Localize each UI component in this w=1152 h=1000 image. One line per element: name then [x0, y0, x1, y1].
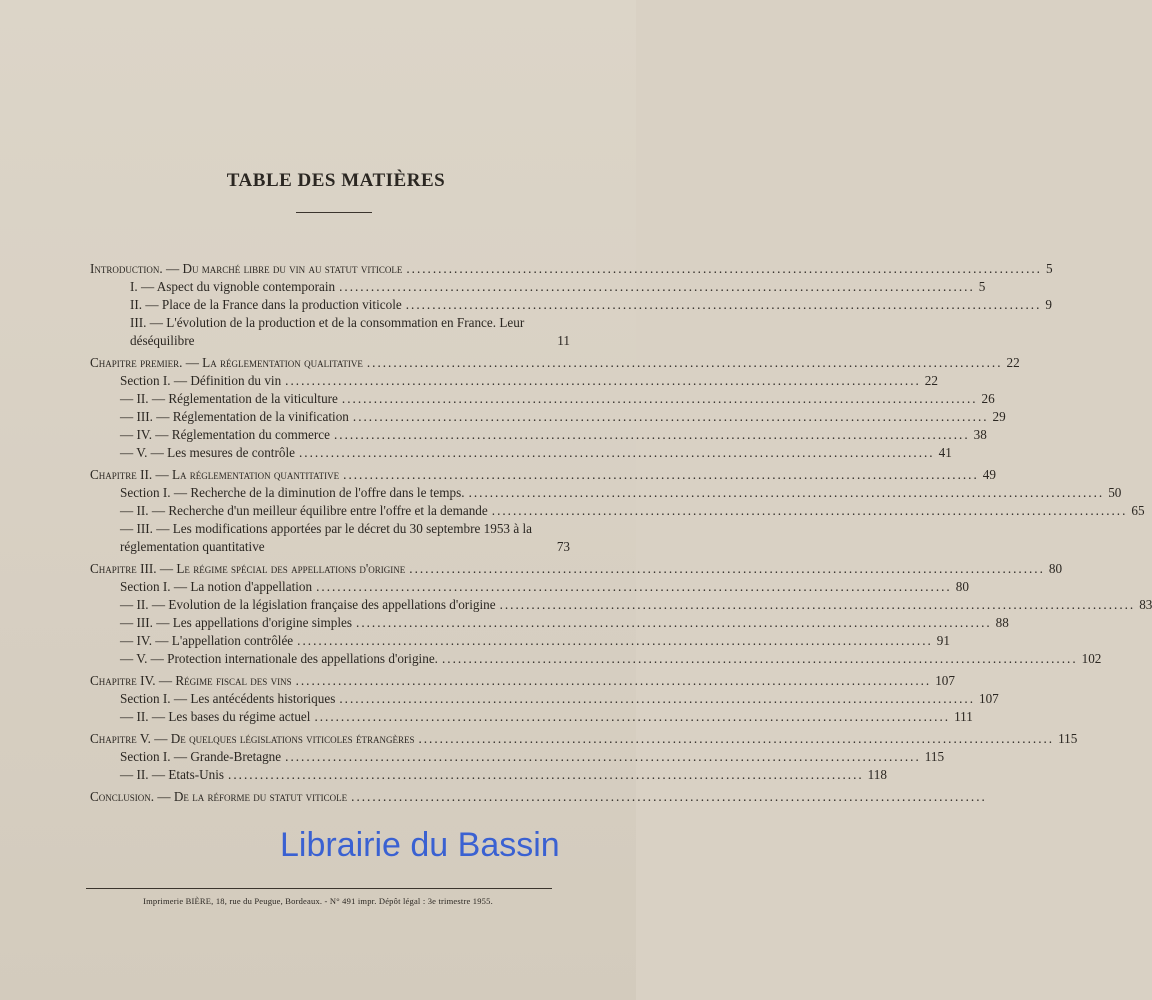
- toc-entry-page: 115: [1058, 731, 1078, 746]
- toc-entry-page: 80: [1048, 561, 1063, 576]
- toc-entry-text: Evolution de la législation française des appellations d'origine: [168, 597, 496, 612]
- toc-entry: [90, 632, 950, 650]
- leader-dots: ........................................................................................................................: [468, 485, 1105, 500]
- toc-entry: [90, 484, 1122, 502]
- toc-entry-text: Grande-Bretagne: [190, 749, 282, 764]
- toc-entry-page: 49: [982, 467, 996, 482]
- toc-entry-text: Les antécédents historiques: [190, 691, 336, 706]
- leader-dots: ........................................................................................................................: [295, 673, 932, 688]
- leader-dots: ........................................................................................................................: [366, 355, 1003, 370]
- toc-entry-text: L'évolution de la production et de la consommation en France. Leur déséquilibre: [130, 315, 525, 348]
- toc-entry: [90, 372, 938, 390]
- toc-entry-page: 91: [936, 633, 950, 648]
- toc-entry-text: Réglementation de la viticulture: [168, 391, 338, 406]
- toc-entry: [90, 788, 987, 806]
- toc-entry-title: [120, 690, 335, 708]
- toc-entry-prefix: III. —: [130, 315, 167, 330]
- toc-entry-page: 41: [938, 445, 952, 460]
- leader-dots: ........................................................................................................................: [441, 651, 1078, 666]
- toc-entry-title: [120, 766, 224, 784]
- toc-entry-title: [120, 484, 465, 502]
- footer-divider: [86, 888, 552, 889]
- toc-entry-text: L'appellation contrôlée: [171, 633, 294, 648]
- toc-entry-prefix: — IV. —: [120, 633, 172, 648]
- toc-entry-text: Chapitre V. — De quelques législations viticoles étrangères: [90, 731, 415, 746]
- toc-entry-prefix: — V. —: [120, 651, 168, 666]
- toc-entry-page: 5: [1045, 261, 1053, 276]
- toc-entry-page: 26: [981, 391, 995, 406]
- watermark: Librairie du Bassin: [280, 826, 560, 864]
- toc-entry-text: Recherche de la diminution de l'offre dans le temps.: [190, 485, 465, 500]
- toc-entry: [90, 690, 999, 708]
- toc-entry-text: Les appellations d'origine simples: [172, 615, 353, 630]
- title-divider: [296, 212, 372, 213]
- toc-entry: [90, 766, 887, 784]
- toc-entry-title: [120, 650, 438, 668]
- toc-entry-title: [90, 466, 339, 484]
- leader-dots: ........................................................................................................................: [499, 597, 1136, 612]
- toc-entry-title: [120, 372, 281, 390]
- leader-dots: ........................................................................................................................: [314, 709, 951, 724]
- toc-entry-page: 111: [954, 709, 973, 724]
- toc-entry-text: La notion d'appellation: [190, 579, 313, 594]
- toc-entry-title: [90, 560, 405, 578]
- toc-entry-title: [120, 520, 540, 556]
- toc-entry: [90, 730, 1078, 748]
- printer-imprint: Imprimerie BIÈRE, 18, rue du Peugue, Bordeaux. - N° 491 impr. Dépôt légal : 3e trimestre 1955.: [143, 896, 493, 906]
- toc-entry-text: Les modifications apportées par le décret du 30 septembre 1953 à la réglementation quantitative: [120, 521, 532, 554]
- toc-entry: [90, 748, 945, 766]
- leader-dots: ........................................................................................................................: [339, 279, 975, 294]
- leader-dots: ........................................................................................................................: [228, 767, 864, 782]
- toc-entry: [90, 408, 1006, 426]
- toc-entry: [90, 278, 986, 296]
- toc-entry-prefix: — II. —: [120, 709, 169, 724]
- toc-entry-text: Place de la France dans la production viticole: [161, 297, 402, 312]
- leader-dots: ........................................................................................................................: [409, 561, 1045, 576]
- toc-entry-title: [120, 596, 496, 614]
- toc-entry-page: 22: [1006, 355, 1020, 370]
- toc-entry: [90, 650, 1102, 668]
- toc-entry-prefix: Section I. —: [120, 373, 191, 388]
- toc-entry-title: [130, 314, 536, 350]
- leader-dots: ........................................................................................................................: [356, 615, 992, 630]
- toc-entry-page: 73: [556, 539, 570, 554]
- leader-dots: ........................................................................................................................: [297, 633, 933, 648]
- toc-entry: [90, 466, 996, 484]
- leader-dots: ........................................................................................................................: [351, 789, 987, 804]
- leader-dots: ........................................................................................................................: [405, 297, 1042, 312]
- toc-entry-text: Recherche d'un meilleur équilibre entre l'offre et la demande: [168, 503, 488, 518]
- toc-entry-text: Réglementation du commerce: [171, 427, 330, 442]
- leader-dots: ........................................................................................................................: [418, 731, 1055, 746]
- toc-entry-page: 50: [1108, 485, 1122, 500]
- toc-entry-title: [120, 748, 281, 766]
- toc-entry-title: [90, 672, 292, 690]
- toc-entry-prefix: — II. —: [120, 767, 169, 782]
- toc-entry: [90, 614, 1009, 632]
- toc-entry-page: 9: [1045, 297, 1052, 312]
- toc-entry-title: [90, 788, 347, 806]
- leader-dots: ........................................................................................................................: [285, 749, 921, 764]
- toc-entry: [90, 596, 1152, 614]
- toc-entry-page: 88: [995, 615, 1009, 630]
- toc-entry: [90, 314, 570, 350]
- toc-entry-prefix: — II. —: [120, 597, 169, 612]
- toc-entry: [90, 672, 955, 690]
- toc-entry-prefix: — III. —: [120, 521, 173, 536]
- toc-entry-page: 115: [924, 749, 945, 764]
- page-title: TABLE DES MATIÈRES: [226, 170, 446, 191]
- toc-entry-page: 22: [924, 373, 938, 388]
- toc-entry-prefix: — III. —: [120, 409, 173, 424]
- toc-entry-title: [120, 444, 295, 462]
- toc-entry-prefix: — III. —: [120, 615, 173, 630]
- toc-entry: [90, 520, 570, 556]
- leader-dots: ........................................................................................................................: [285, 373, 921, 388]
- toc-entry-title: [120, 408, 349, 426]
- toc-entry-text: Etats-Unis: [168, 767, 225, 782]
- toc-entry: [90, 560, 1063, 578]
- toc-entry-text: Définition du vin: [190, 373, 282, 388]
- toc-entry-text: Chapitre premier. — La réglementation qualitative: [90, 355, 363, 370]
- toc-entry-page: 65: [1131, 503, 1145, 518]
- toc-entry-page: 80: [955, 579, 969, 594]
- toc-entry-prefix: II. —: [130, 297, 162, 312]
- leader-dots: ........................................................................................................................: [298, 445, 935, 460]
- toc-entry: [90, 578, 969, 596]
- leader-dots: ........................................................................................................................: [343, 467, 979, 482]
- toc-entry-title: [120, 708, 310, 726]
- toc-entry-text: Chapitre IV. — Régime fiscal des vins: [90, 673, 292, 688]
- toc-entry: [90, 390, 995, 408]
- toc-entry-title: [90, 730, 414, 748]
- toc-entry-title: [130, 278, 335, 296]
- toc-entry-page: 83: [1139, 597, 1152, 612]
- toc-entry-prefix: Section I. —: [120, 485, 191, 500]
- toc-entry-text: Introduction. — Du marché libre du vin au statut viticole: [90, 261, 403, 276]
- toc-entry-title: [90, 260, 402, 278]
- toc-entry-prefix: Section I. —: [120, 691, 191, 706]
- leader-dots: ........................................................................................................................: [316, 579, 952, 594]
- toc-entry-prefix: — V. —: [120, 445, 168, 460]
- toc-entry-text: Protection internationale des appellations d'origine.: [167, 651, 438, 666]
- toc-entry-text: Les mesures de contrôle: [167, 445, 295, 460]
- toc-entry: [90, 502, 1145, 520]
- toc-entry-page: 38: [973, 427, 987, 442]
- toc-entry-title: [90, 354, 363, 372]
- toc-entry: [90, 426, 987, 444]
- leader-dots: ........................................................................................................................: [352, 409, 989, 424]
- leader-dots: ........................................................................................................................: [341, 391, 978, 406]
- toc-entry-title: [120, 390, 338, 408]
- leader-dots: ........................................................................................................................: [406, 261, 1042, 276]
- toc-entry-page: 102: [1081, 651, 1102, 666]
- leader-dots: ........................................................................................................................: [339, 691, 975, 706]
- toc-entry-text: Les bases du régime actuel: [168, 709, 311, 724]
- toc-entry-title: [120, 502, 488, 520]
- toc-entry: [90, 296, 1052, 314]
- toc-entry-title: [120, 632, 293, 650]
- toc-entry-page: 107: [935, 673, 955, 688]
- leader-dots: ........................................................................................................................: [491, 503, 1128, 518]
- toc-entry-prefix: — II. —: [120, 391, 169, 406]
- toc-entry-text: Conclusion. — De la réforme du statut viticole: [90, 789, 348, 804]
- toc-entry-prefix: — IV. —: [120, 427, 172, 442]
- toc-entry-text: Chapitre III. — Le régime spécial des appellations d'origine: [90, 561, 406, 576]
- toc-entry-prefix: Section I. —: [120, 579, 191, 594]
- toc-entry: [90, 354, 1020, 372]
- toc-entry-title: [120, 426, 330, 444]
- toc-entry-page: 11: [557, 333, 570, 348]
- toc-entry-text: Chapitre II. — La réglementation quantitative: [90, 467, 340, 482]
- toc-entry-page: 107: [978, 691, 999, 706]
- toc-entry: [90, 444, 952, 462]
- table-of-contents: [90, 256, 1152, 806]
- toc-entry-prefix: — II. —: [120, 503, 169, 518]
- toc-entry-page: 118: [867, 767, 887, 782]
- toc-entry-title: [130, 296, 402, 314]
- toc-entry-prefix: Section I. —: [120, 749, 191, 764]
- toc-entry-prefix: I. —: [130, 279, 157, 294]
- toc-entry-text: Réglementation de la vinification: [172, 409, 349, 424]
- toc-entry-text: Aspect du vignoble contemporain: [156, 279, 336, 294]
- toc-entry-page: 29: [992, 409, 1006, 424]
- toc-entry: [90, 260, 1053, 278]
- leader-dots: ........................................................................................................................: [333, 427, 970, 442]
- toc-entry-title: [120, 614, 352, 632]
- toc-entry-page: 5: [978, 279, 986, 294]
- toc-entry: [90, 708, 973, 726]
- toc-entry-title: [120, 578, 312, 596]
